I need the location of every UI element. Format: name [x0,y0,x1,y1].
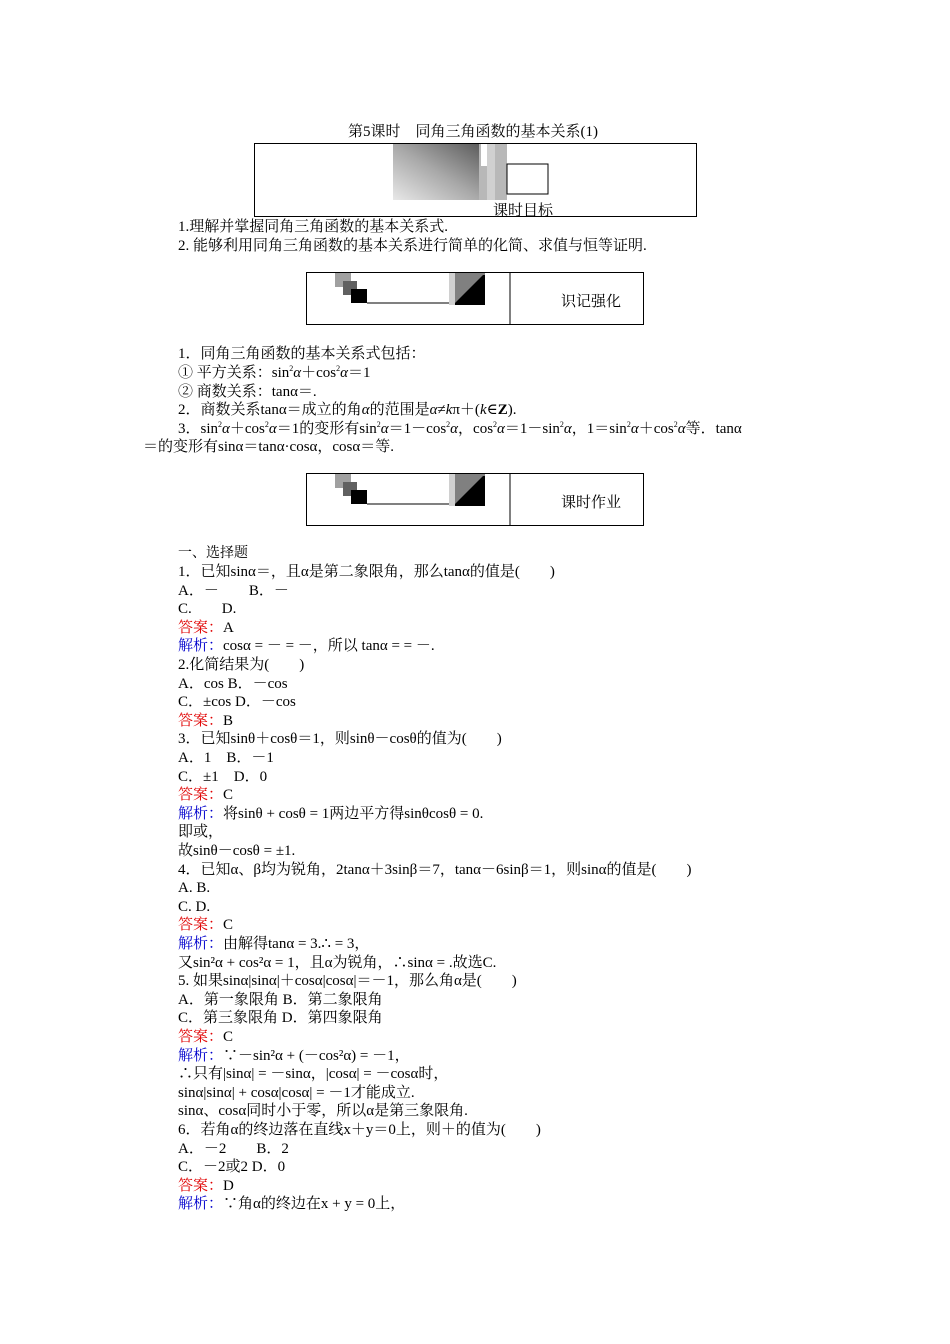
line-text: 2.化简结果为( ) [178,657,305,673]
line-text: 由解得tanα = 3.∴ = 3， [223,936,370,952]
line-text: 3．已知sinθ＋cosθ＝1，则sinθ－cosθ的值为( ) [178,731,502,748]
question-line [178,693,296,712]
line-text: sinα|sinα| + cosα|cosα| = －1才能成立. [178,1084,415,1101]
line-text: 即或， [178,824,224,841]
answer-line [178,916,233,935]
explanation-line [178,1047,410,1066]
question-line [178,656,304,675]
line-text: A．第一象限角 B．第二象限角 [178,991,383,1008]
question-line [178,954,496,973]
question-line [178,991,383,1010]
line-text: ∴只有|sinα| = －sinα，|cosα| = －cosα时， [178,1066,449,1083]
question-line [178,861,692,880]
line-text: C．±cos D．－cos [178,694,296,711]
line-text: C. D. [178,601,237,618]
question-line [178,898,210,917]
knowledge-line-3: ② 商数关系：tanα＝. [178,384,317,400]
section-label-homework: 课时作业 [561,493,622,511]
line-text: C [223,917,234,934]
answer-line [178,712,233,731]
section-label-memory: 识记强化 [561,292,622,310]
question-line [178,972,517,991]
question-line [178,1121,541,1140]
objectives-header-box [254,143,697,217]
question-line [178,768,267,787]
question-line [178,1102,468,1121]
line-text: sinα、cosα同时小于零，所以α是第三象限角. [178,1103,468,1120]
explanation-line [178,805,483,824]
question-line [178,823,223,842]
answer-line [178,786,233,805]
line-text: ∵角α的终边在x + y = 0上， [223,1196,406,1213]
question-line [178,1009,383,1028]
explanation-label: 解析： [178,936,224,952]
answer-label: 答案： [178,917,224,934]
line-text: C．－2或2 D．0 [178,1159,286,1176]
question-line [178,730,502,749]
answer-line [178,1028,233,1047]
answer-label: 答案： [178,787,224,804]
answer-label: 答案： [178,712,224,729]
knowledge-line-2: ① 平方关系：$\sin^2\alpha+\cos^2\alpha=1$ [178,364,371,381]
answer-line [178,619,234,638]
line-text: 又sin²α + cos²α = 1，且α为锐角，∴sinα = .故选C. [178,954,497,971]
line-text: 5. 如果sinα|sinα|＋cosα|cosα|＝－1，那么角α是( ) [178,973,517,990]
knowledge-line-1: 1．同角三角函数的基本关系式包括： [178,346,426,362]
line-text: 4．已知α、β均为锐角，2tanα＋3sinβ＝7，tanα－6sinβ＝1，则sinα的值是( ) [178,861,692,878]
line-text: ∵－sin²α + (－cos²α) = －1， [223,1047,410,1064]
exercise-heading: 一、选择题 [178,545,248,561]
section-decoration-graphic [307,273,512,324]
line-text: B [223,712,234,729]
knowledge-line-6: ＝的变形有sinα＝tanα·cosα，cosα＝等. [143,439,395,455]
line-text: A．－2 B．2 [178,1140,289,1157]
goal-1: 1.理解并掌握同角三角函数的基本关系式. [178,219,449,235]
answer-line [178,1177,234,1196]
line-text: 1．已知sinα＝，且α是第二象限角，那么tanα的值是( ) [178,564,555,580]
line-text: A [223,619,234,636]
explanation-line [178,637,435,656]
page-title: 第5课时 同角三角函数的基本关系(1) [348,124,598,140]
line-text: A．－ B．－ [178,582,289,599]
question-line [178,1158,285,1177]
objectives-label: 课时目标 [493,201,554,219]
line-text: A．cos B．－cos [178,675,288,692]
knowledge-line-4: 2．商数关系tanα＝成立的角α的范围是α≠kπ＋(k∈Z). [178,402,517,418]
question-line [178,563,555,582]
line-text: cosα = － = －，所以 tanα = = －. [223,638,435,655]
line-text: 故sinθ－cosθ = ±1. [178,843,296,859]
explanation-label: 解析： [178,805,224,822]
answer-label: 答案： [178,1029,224,1045]
goal-2: 2. 能够利用同角三角函数的基本关系进行简单的化简、求值与恒等证明. [178,238,647,254]
question-line [178,879,210,898]
question-line [178,842,295,861]
knowledge-line-5: 3．$\sin^2\alpha+\cos^2\alpha=1$的变形有$\sin^2\alpha=1-\cos^2\alpha$，$\cos^2\alpha=1-\sin^2\alpha$，$1=\sin^2\alpha+\cos^2\alpha$等．tanα [178,420,742,437]
line-text: C [223,787,234,804]
line-text: C. D. [178,898,211,915]
line-text: A．1 B．－1 [178,750,274,766]
section-decoration-graphic [307,474,512,525]
answer-label: 答案： [178,1177,224,1194]
explanation-line [178,1195,405,1214]
explanation-label: 解析： [178,1196,224,1213]
line-text: D [223,1177,234,1194]
line-text: C．第三象限角 D．第四象限角 [178,1010,383,1027]
line-text: C [223,1029,234,1045]
header-decoration-graphic [393,144,553,202]
answer-label: 答案： [178,619,224,636]
question-line [178,1140,289,1159]
question-line [178,749,274,768]
question-line [178,1084,415,1103]
question-line [178,582,289,601]
line-text: A. B. [178,880,211,897]
explanation-label: 解析： [178,1047,224,1064]
line-text: 将sinθ + cosθ = 1两边平方得sinθcosθ = 0. [223,805,484,822]
line-text: 6．若角α的终边落在直线x＋y＝0上，则＋的值为( ) [178,1122,541,1138]
question-line [178,675,288,694]
section-box-homework [306,473,644,526]
explanation-label: 解析： [178,638,224,655]
question-line [178,1065,448,1084]
question-line [178,600,236,619]
explanation-line [178,935,369,954]
section-box-memory [306,272,644,325]
line-text: C．±1 D．0 [178,768,268,785]
